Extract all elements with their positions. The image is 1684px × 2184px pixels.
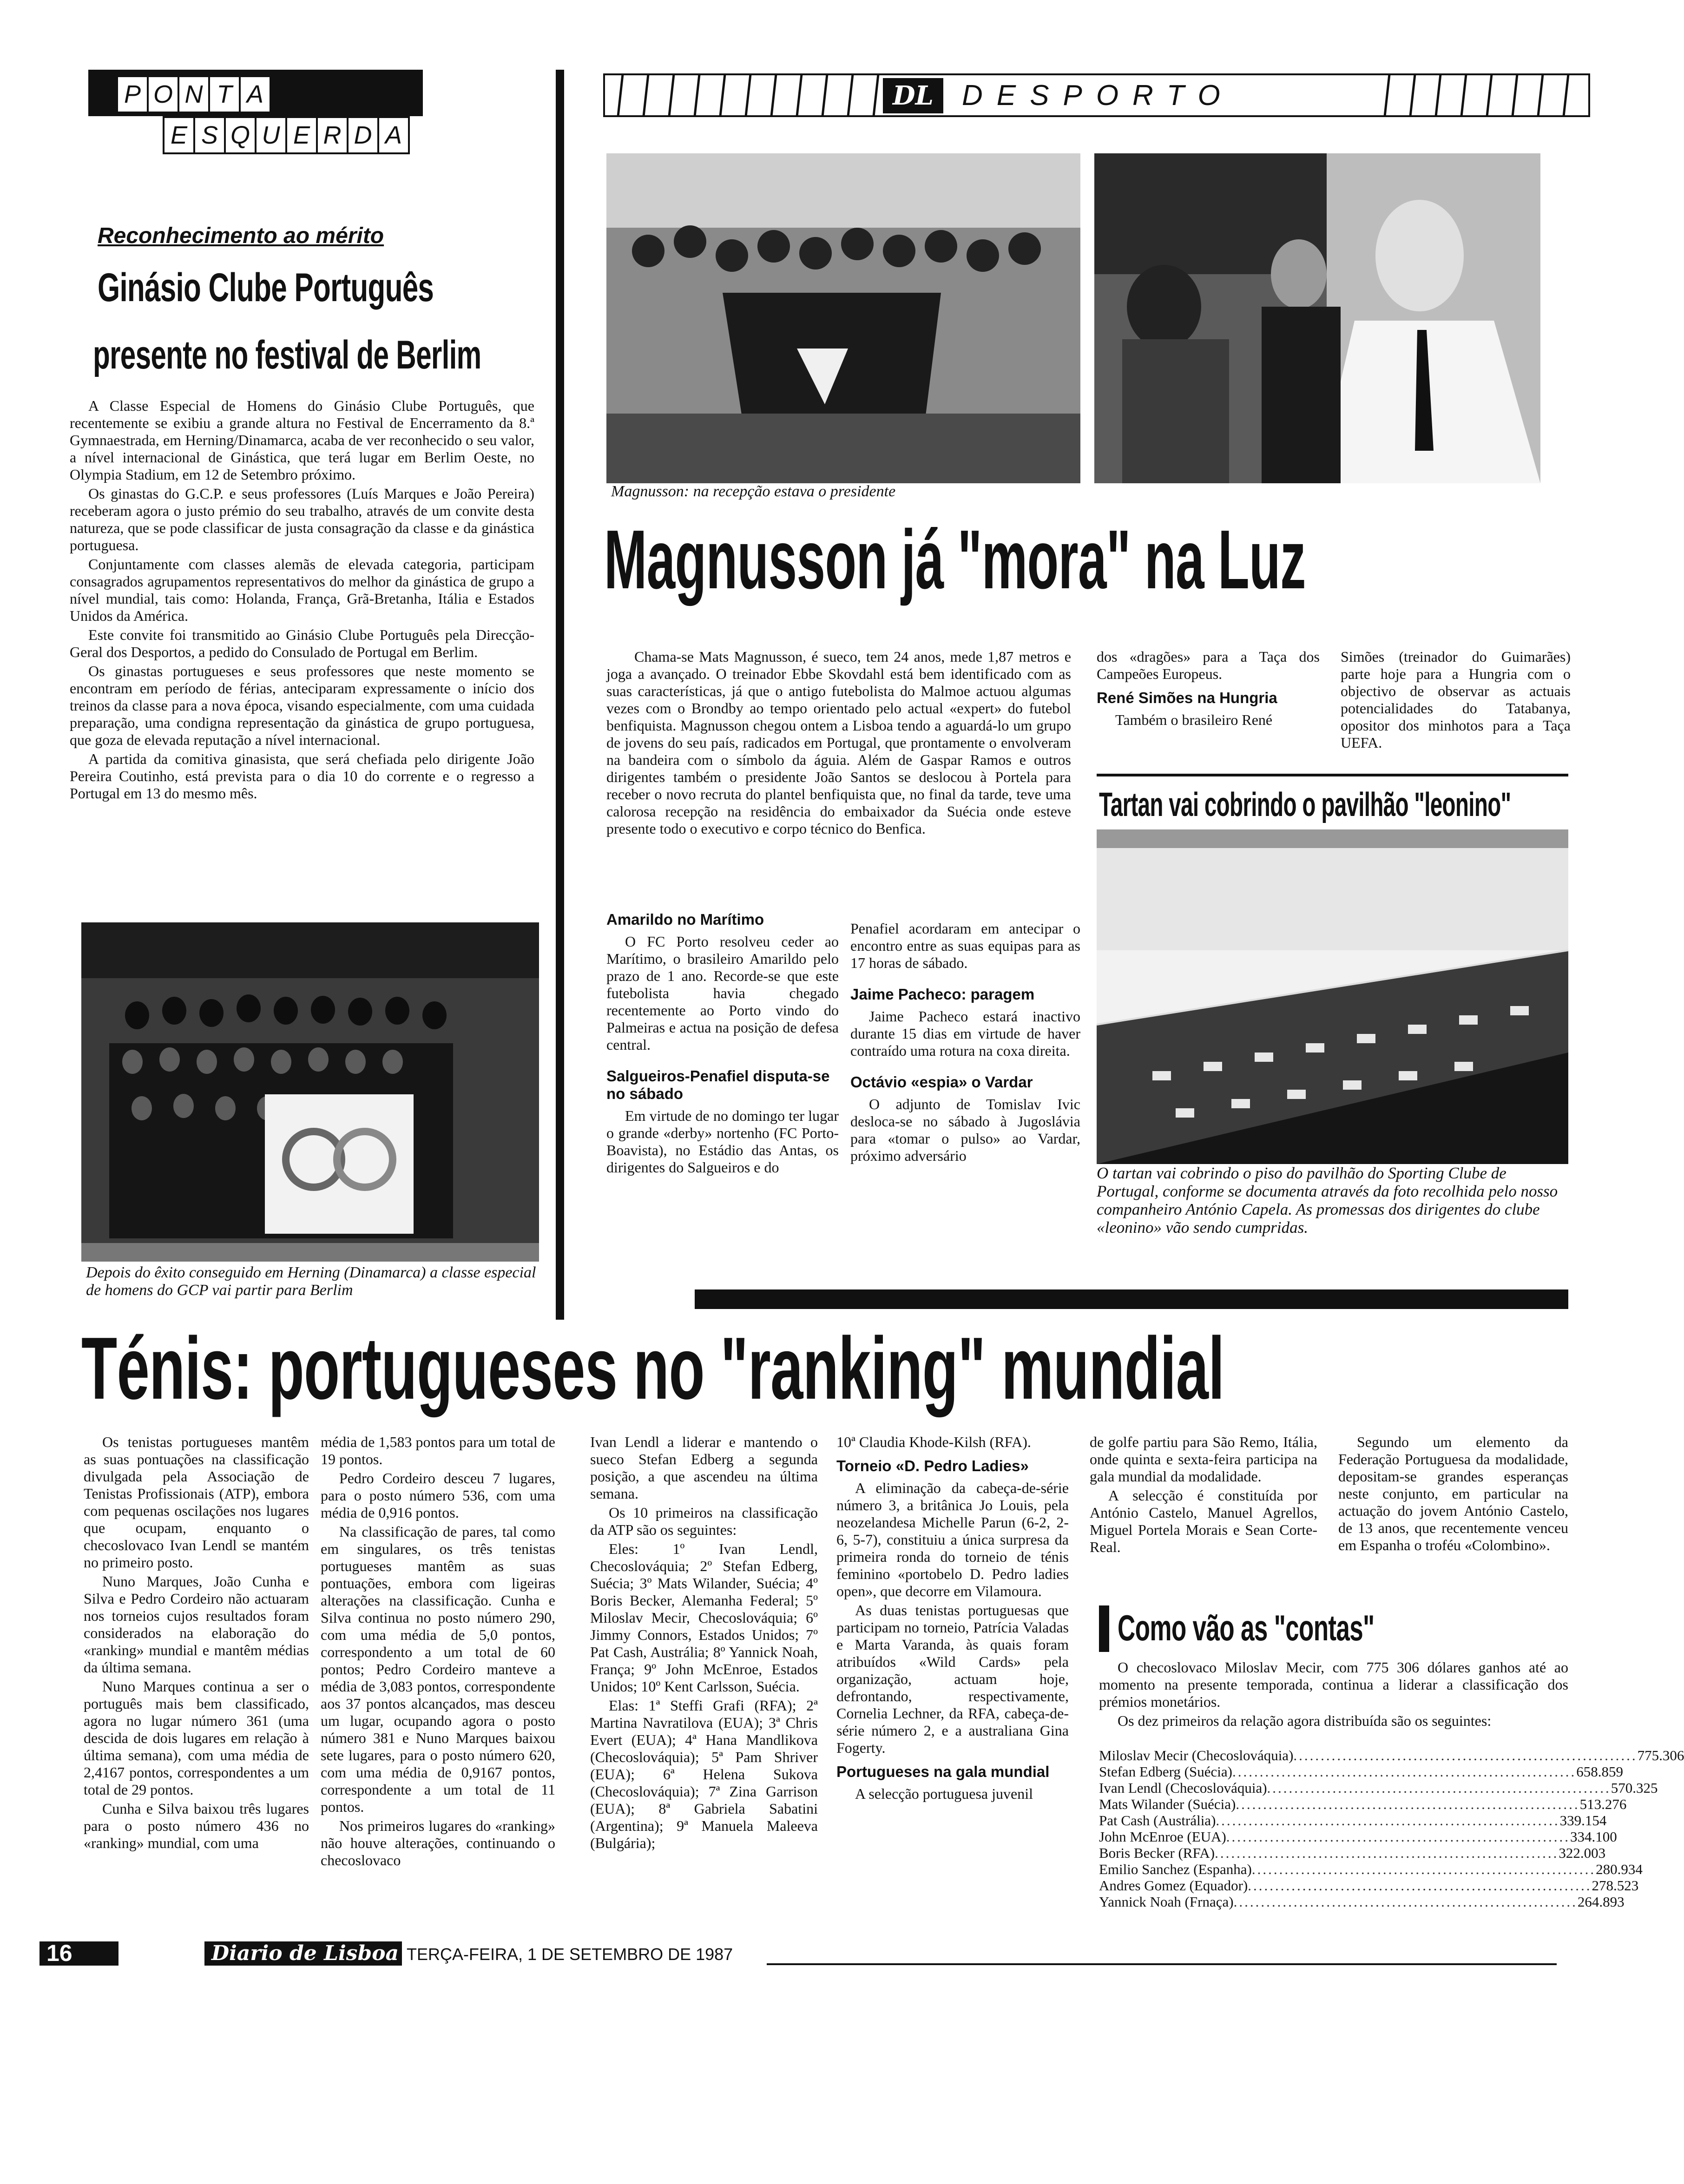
earnings-value: 339.154	[1559, 1812, 1607, 1829]
tennis-col2	[321, 1434, 555, 1871]
paragraph: O adjunto de Tomislav Ivic desloca-se no sábado à Jugoslávia para «tomar o pulso» ao Vardar, próximo adversário	[850, 1096, 1080, 1164]
magnusson-col4	[1341, 648, 1571, 753]
paragraph: Cunha e Silva baixou três lugares para o posto número 436 no «ranking» mundial, com uma	[84, 1800, 309, 1851]
earnings-value: 322.003	[1559, 1845, 1606, 1861]
paragraph: dos «dragões» para a Taça dos Campeões Europeus.	[1097, 648, 1320, 682]
player-name: Mats Wilander (Suécia)	[1099, 1796, 1236, 1812]
tennis-col1	[84, 1434, 309, 1854]
page-number: 16	[46, 1940, 72, 1966]
paragraph: A selecção é constituída por António Castelo, Manuel Agrellos, Miguel Portela Morais e Sean Corte-Real.	[1090, 1487, 1317, 1555]
gym-headline-1: Ginásio Clube Português	[98, 265, 434, 310]
paragraph: 10ª Claudia Khode-Kilsh (RFA).	[836, 1434, 1031, 1450]
player-name: Ivan Lendl (Checoslováquia)	[1099, 1780, 1267, 1796]
earnings-value: 264.893	[1577, 1894, 1625, 1910]
paragraph: Jaime Pacheco estará inactivo durante 15 dias em virtude de haver contraído uma rotura na coxa direita.	[850, 1008, 1080, 1059]
leader-dots: ...............................................................	[1251, 1861, 1596, 1877]
tartan-pavilion-photo	[1097, 829, 1568, 1164]
tennis-col3	[590, 1434, 818, 1854]
earnings-row	[1099, 1812, 1607, 1829]
earnings-value: 278.523	[1592, 1877, 1639, 1894]
paragraph: de golfe partiu para São Remo, Itália, onde quinta e sexta-feira participa na gala mundial da modalidade.	[1090, 1434, 1317, 1485]
contas-intro	[1099, 1659, 1568, 1731]
ponta-esquerda-masthead	[88, 70, 534, 177]
subheading-dpedro: Torneio «D. Pedro Ladies»	[836, 1457, 1029, 1474]
player-name: Pat Cash (Austrália)	[1099, 1812, 1216, 1829]
section-title-desporto: DESPORTO	[957, 77, 1239, 114]
newspaper-name: Diario de Lisboa	[211, 1941, 399, 1965]
earnings-value: 570.325	[1611, 1780, 1658, 1796]
leader-dots: ...............................................................	[1248, 1877, 1592, 1894]
issue-date: TERÇA-FEIRA, 1 DE SETEMBRO DE 1987	[407, 1945, 733, 1964]
player-name: Stefan Edberg (Suécia)	[1099, 1763, 1232, 1780]
earnings-row	[1099, 1747, 1684, 1763]
earnings-value: 334.100	[1570, 1829, 1617, 1845]
paragraph: Na classificação de pares, tal como em singulares, os três tenistas portugueses mantêm as suas pontuações, embora com ligeiras alterações na classificação. Cunha e Silva continua no posto número 290, com uma média de 5,0 pontos, correspondento a um total de 60 pontos; Pedro Cordeiro manteve a média de 3,083 pontos, correspondente aos 37 pontos alcançados, mas desceu um lugar, ocupando agora o posto número 381 e Nuno Marques baixou sete lugares, para o posto número 620, com uma média de 0,9167 pontos, correspondente a um total de 11 pontos.	[321, 1523, 555, 1815]
paragraph: O FC Porto resolveu ceder ao Marítimo, o brasileiro Amarildo pelo prazo de 1 ano. Recorde-se que este futebolista havia chegado recentemente ao Porto vindo do Palmeiras e actua na posição de defesa central.	[606, 933, 839, 1053]
paragraph: Os 10 primeiros na classificação da ATP são os seguintes:	[590, 1504, 818, 1538]
masthead-word-esquerda: E S Q U E R D A	[163, 116, 408, 154]
leader-dots: ...............................................................	[1232, 1763, 1577, 1780]
subheading-amarildo: Amarildo no Marítimo	[606, 911, 764, 928]
paragraph: Nuno Marques continua a ser o português mais bem classificado, agora no lugar número 361 (uma descida de dois lugares em relação à última semana), com uma média de 2,4167 pontos, correspondentes a um total de 29 pontos.	[84, 1678, 309, 1798]
earnings-row	[1099, 1877, 1639, 1894]
earnings-row	[1099, 1845, 1606, 1861]
gym-photo-caption: Depois do êxito conseguido em Herning (Dinamarca) a classe especial de homens do GCP vai partir para Berlim	[86, 1264, 536, 1299]
section-band	[695, 1289, 1568, 1309]
magnusson-lead	[606, 648, 1071, 839]
gym-team-photo	[81, 922, 539, 1262]
paragraph: Também o brasileiro René	[1115, 711, 1273, 728]
paragraph: Os dez primeiros da relação agora distribuída são os seguintes:	[1118, 1712, 1492, 1729]
leader-dots: ...............................................................	[1226, 1829, 1571, 1845]
paragraph: Ivan Lendl a liderar e mantendo o sueco Stefan Edberg a segunda posição, a que ascendeu na última semana.	[590, 1434, 818, 1502]
leader-dots: ...............................................................	[1216, 1812, 1560, 1829]
gym-headline-2: presente no festival de Berlim	[93, 333, 481, 377]
paragraph: Nos primeiros lugares do «ranking» não houve alterações, continuando o checoslovaco	[321, 1817, 555, 1868]
dl-logo: DL	[893, 80, 934, 111]
tartan-rule	[1097, 774, 1568, 776]
contas-table	[1099, 1747, 1684, 1910]
desporto-masthead	[604, 70, 1589, 121]
gym-article-body	[70, 397, 534, 804]
magnusson-col3	[1097, 648, 1320, 730]
column-divider	[556, 70, 564, 1320]
leader-dots: ...............................................................	[1293, 1747, 1638, 1763]
player-name: Boris Becker (RFA)	[1099, 1845, 1215, 1861]
paragraph: As duas tenistas portuguesas que participam no torneio, Patrícia Valadas e Marta Varanda, às quais foram atribuídos «Wild Cards» pela organização, actuam hoje, defrontando, respectivamente, Cornelia Lechner, da RFA, cabeça-de-série número 2, e a australiana Gina Fogerty.	[836, 1602, 1069, 1756]
contas-bar	[1099, 1605, 1109, 1652]
earnings-value: 280.934	[1596, 1861, 1643, 1877]
subheading-salgueiros: Salgueiros-Penafiel disputa-se no sábado	[606, 1067, 830, 1102]
tennis-col4	[836, 1434, 1069, 1804]
paragraph: Segundo um elemento da Federação Portuguesa da modalidade, depositam-se grandes esperanças neste conjunto, em particular na actuação do jovem António Castelo, de 13 anos, que recentemente venceu em Espanha o troféu «Colombino».	[1338, 1434, 1568, 1553]
leader-dots: ...............................................................	[1267, 1780, 1611, 1796]
contas-headline: Como vão as "contas"	[1118, 1607, 1375, 1648]
earnings-row	[1099, 1829, 1617, 1845]
earnings-row	[1099, 1780, 1658, 1796]
paragraph: A eliminação da cabeça-de-série número 3, a britânica Jo Louis, pela neozelandesa Michelle Parun (6-2, 2-6, 5-7), constituiu a única surpresa da primeira ronda do torneio de ténis feminino «portobelo D. Pedro ladies open», que decorre em Vilamoura.	[836, 1480, 1069, 1599]
earnings-value: 775.306	[1637, 1747, 1684, 1763]
paragraph: Chama-se Mats Magnusson, é sueco, tem 24 anos, mede 1,87 metros e joga a avançado. O treinador Ebbe Skovdahl está bem identificado com as suas características, já que o antigo futebolista do Malmoe actuou algumas vezes com o Brondby ao tempo orientado pelo actual «expert» do futebol benfiquista. Magnusson chegou ontem a Lisboa tendo a aguardá-lo um grupo de jovens do seu país, radicados em Portugal, que prontamente o envolveram na bandeira com o símbolo da águia. Além de Gaspar Ramos e outros dirigentes também o presidente João Santos se deslocou à Portela para receber o novo recruta do plantel benfiquista que, no final da tarde, teve uma calorosa recepção na residência do embaixador da Suécia onde esteve presente todo o executivo e corpo técnico do Benfica.	[606, 648, 1071, 837]
leader-dots: ...............................................................	[1236, 1796, 1580, 1812]
player-name: Yannick Noah (Frnaça)	[1099, 1894, 1234, 1910]
paragraph: Penafiel acordaram em antecipar o encontro entre as suas equipas para as 17 horas de sábado.	[850, 920, 1080, 971]
tartan-headline: Tartan vai cobrindo o pavilhão "leonino"	[1099, 786, 1511, 823]
briefs-col1	[606, 911, 839, 1178]
subheading-pacheco: Jaime Pacheco: paragem	[850, 986, 1035, 1003]
magnusson-president-photo	[1094, 153, 1540, 483]
footer-rule	[767, 1963, 1557, 1965]
paragraph: Os tenistas portugueses mantêm as suas pontuações na classificação divulgada pela Associação de Tenistas Profissionais (ATP), embora com pequenas oscilações nos lugares que ocupam, enquanto o checoslovaco Ivan Lendl se mantém no primeiro posto.	[84, 1434, 309, 1571]
player-name: Emilio Sanchez (Espanha)	[1099, 1861, 1252, 1877]
paragraph: Conjuntamente com classes alemãs de elevada categoria, participam consagrados agrupamentos representativos do melhor da ginástica de grupo a nível mundial, tais como: Holanda, França, Grã-Bretanha, Itália e Estados Unidos da América.	[70, 556, 534, 624]
magnusson-fans-photo	[606, 153, 1080, 483]
paragraph: média de 1,583 pontos para um total de 19 pontos.	[321, 1434, 555, 1467]
earnings-value: 658.859	[1576, 1763, 1623, 1780]
paragraph: Este convite foi transmitido ao Ginásio Clube Português pela Direcção-Geral dos Desportos, a pedido do Consulado de Portugal em Berlim.	[70, 626, 534, 660]
tennis-col6	[1338, 1434, 1568, 1556]
paragraph: Os ginastas do G.C.P. e seus professores (Luís Marques e João Pereira) receberam agora o justo prémio do seu trabalho, através de um convite desta natureza, que se pode classificar de justa consagração da classe e da ginástica portuguesa.	[70, 485, 534, 553]
earnings-row	[1099, 1861, 1643, 1877]
briefs-col2	[850, 920, 1080, 1166]
tennis-headline: Ténis: portugueses no "ranking" mundial	[81, 1319, 1224, 1418]
leader-dots: ...............................................................	[1233, 1894, 1578, 1910]
subheading-gala: Portugueses na gala mundial	[836, 1763, 1050, 1780]
gym-kicker: Reconhecimento ao mérito	[98, 224, 384, 248]
earnings-row	[1099, 1894, 1625, 1910]
earnings-value: 513.276	[1579, 1796, 1627, 1812]
earnings-row	[1099, 1796, 1627, 1812]
tennis-col5	[1090, 1434, 1317, 1558]
earnings-row	[1099, 1763, 1623, 1780]
player-name: Miloslav Mecir (Checoslováquia)	[1099, 1747, 1294, 1763]
tartan-caption: O tartan vai cobrindo o piso do pavilhão do Sporting Clube de Portugal, conforme se documenta através da foto recolhida pelo nosso companheiro António Capela. As promessas dos dirigentes do clube «leonino» vão sendo cumpridas.	[1097, 1164, 1558, 1237]
magnusson-headline: Magnusson já "mora" na Luz	[604, 513, 1306, 606]
leader-dots: ...............................................................	[1215, 1845, 1559, 1861]
paragraph: Os ginastas portugueses e seus professores que neste momento se encontram em período de férias, anteciparam expressamente o início dos treinos da classe para a nova época, visando especialmente, com uma cuidada preparação, uma condigna representação da ginástica de grupo portuguesa, que goza de elevada reputação a nível internacional.	[70, 663, 534, 748]
subheading-octavio: Octávio «espia» o Vardar	[850, 1073, 1033, 1091]
paragraph: O checoslovaco Miloslav Mecir, com 775 306 dólares ganhos até ao momento na presente temporada, continua a liderar a classificação dos prémios monetários.	[1099, 1659, 1568, 1710]
masthead-word-ponta: P O N T A	[116, 75, 270, 113]
subheading-rene: René Simões na Hungria	[1097, 689, 1277, 706]
paragraph: Eles: 1º Ivan Lendl, Checoslováquia; 2º Stefan Edberg, Suécia; 3º Mats Wilander, Suécia; 4º Boris Becker, Alemanha Federal; 5º Miloslav Mecir, Checoslováquia; 6º Jimmy Connors, Estados Unidos; 7º Pat Cash, Austrália; 8º Yannick Noah, França; 9º John McEnroe, Estados Unidos; 10º Kent Carlsson, Suécia.	[590, 1540, 818, 1695]
paragraph: Simões (treinador do Guimarães) parte hoje para a Hungria com o objectivo de observar as actuais potencialidades do Tatabanya, opositor dos minhotos para a Taça UEFA.	[1341, 648, 1571, 751]
paragraph: Nuno Marques, João Cunha e Silva e Pedro Cordeiro não actuaram nos torneios cujos resultados foram considerados na elaboração do «ranking» mundial e mantêm médias da última semana.	[84, 1573, 309, 1676]
player-name: John McEnroe (EUA)	[1099, 1829, 1226, 1845]
player-name: Andres Gomez (Equador)	[1099, 1877, 1248, 1894]
paragraph: A selecção portuguesa juvenil	[855, 1785, 1033, 1802]
paragraph: Elas: 1ª Steffi Grafi (RFA); 2ª Martina Navratilova (EUA); 3ª Chris Evert (EUA); 4ª Hana Mandlikova (Checoslováquia); 5ª Pam Shriver (EUA); 6ª Helena Sukova (Checoslováquia); 7ª Zina Garrison (EUA); 8ª Gabriela Sabatini (Argentina); 9ª Manuela Maleeva (Bulgária);	[590, 1697, 818, 1851]
paragraph: A partida da comitiva ginasista, que será chefiada pelo dirigente João Pereira Coutinho, está prevista para o dia 10 do corrente e o regresso a Portugal em 13 do mesmo mês.	[70, 750, 534, 802]
magnusson-photo-caption: Magnusson: na recepção estava o presidente	[611, 483, 896, 500]
paragraph: A Classe Especial de Homens do Ginásio Clube Português, que recentemente se exibiu a grande altura no Festival de Encerramento da 8.ª Gymnaestrada, em Herning/Dinamarca, acaba de ver reconhecido o seu valor, a nível internacional de Ginástica, que terá lugar em Berlim Oeste, no Olympia Stadium, em 12 de Setembro próximo.	[70, 397, 534, 483]
paragraph: Em virtude de no domingo ter lugar o grande «derby» nortenho (FC Porto-Boavista), no Estádio das Antas, os dirigentes do Salgueiros e do	[606, 1107, 839, 1176]
paragraph: Pedro Cordeiro desceu 7 lugares, para o posto número 536, com uma média de 0,916 pontos.	[321, 1470, 555, 1521]
